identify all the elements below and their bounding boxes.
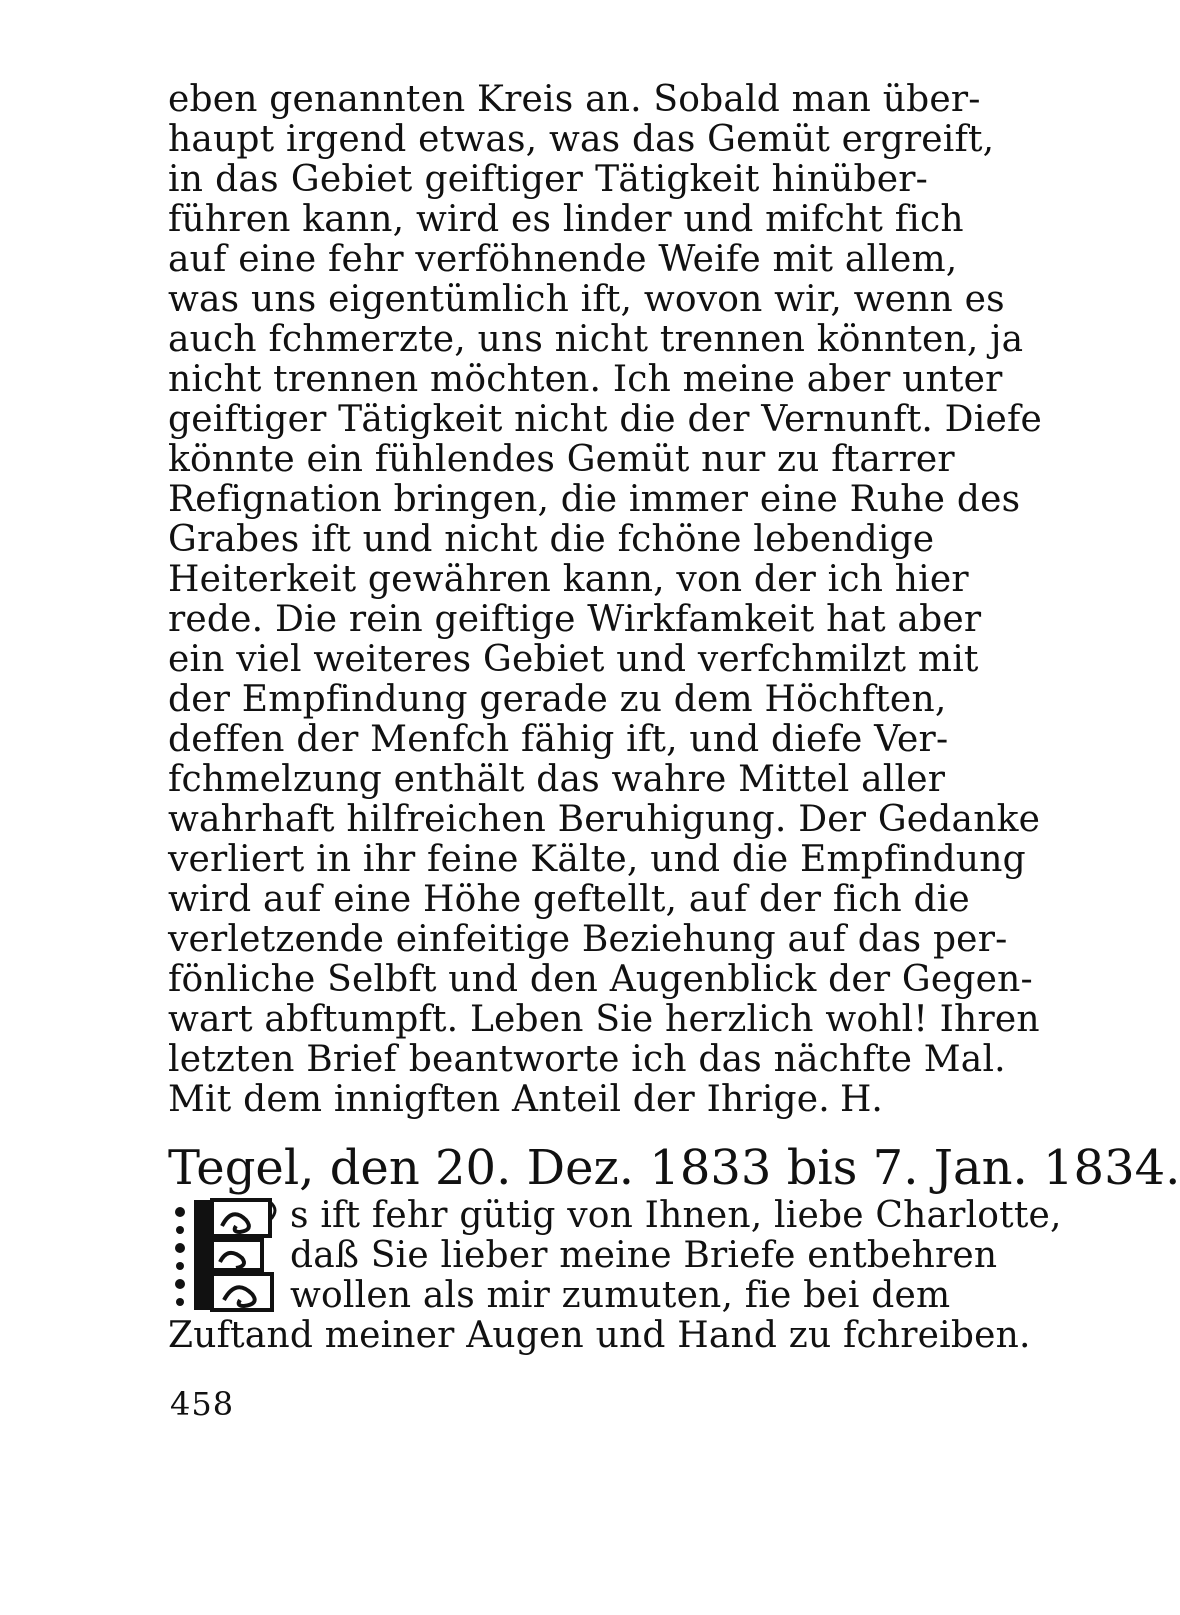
- text-line: letzten Brief beantworte ich das nächfte Mal.: [168, 1039, 1006, 1080]
- text-line: s ift fehr gütig von Ihnen, liebe Charlotte,: [290, 1195, 1062, 1236]
- text-line: daß Sie lieber meine Briefe entbehren: [290, 1235, 998, 1276]
- text-line: Zuftand meiner Augen und Hand zu fchreiben.: [168, 1315, 1031, 1356]
- text-line: wart abftumpft. Leben Sie herzlich wohl! Ihren: [168, 999, 1040, 1040]
- text-line: eben genannten Kreis an. Sobald man über-: [168, 79, 981, 120]
- text-line: haupt irgend etwas, was das Gemüt ergreift,: [168, 119, 995, 160]
- signoff-initial: H.: [840, 1079, 883, 1120]
- text-line: geiftiger Tätigkeit nicht die der Vernunft. Diefe: [168, 399, 1042, 440]
- text-line: deffen der Menfch fähig ift, und diefe Ver-: [168, 719, 949, 760]
- text-line: könnte ein fühlendes Gemüt nur zu ftarrer: [168, 439, 955, 480]
- text-line: Mit dem innigften Anteil der Ihrige.: [168, 1079, 830, 1120]
- text-line: der Empfindung gerade zu dem Höchften,: [168, 679, 947, 720]
- text-line: wahrhaft hilfreichen Beruhigung. Der Gedanke: [168, 799, 1041, 840]
- text-line: fönliche Selbft und den Augenblick der Gegen-: [168, 959, 1033, 1000]
- text-line: verliert in ihr feine Kälte, und die Empfindung: [168, 839, 1026, 880]
- page-number: 458: [170, 1385, 235, 1423]
- text-line: auf eine fehr verföhnende Weife mit allem,: [168, 239, 958, 280]
- text-line: in das Gebiet geiftiger Tätigkeit hinüber-: [168, 159, 928, 200]
- ornamental-initial-e-icon: [170, 1196, 282, 1314]
- text-line: ein viel weiteres Gebiet und verfchmilzt mit: [168, 639, 979, 680]
- text-line: verletzende einfeitige Beziehung auf das per-: [168, 919, 1008, 960]
- text-line: Heiterkeit gewähren kann, von der ich hier: [168, 559, 969, 600]
- text-line: nicht trennen möchten. Ich meine aber unter: [168, 359, 1003, 400]
- text-line: wird auf eine Höhe geftellt, auf der fich die: [168, 879, 970, 920]
- text-line: auch fchmerzte, uns nicht trennen könnten, ja: [168, 319, 1024, 360]
- text-line: was uns eigentümlich ift, wovon wir, wenn es: [168, 279, 1005, 320]
- text-line: rede. Die rein geiftige Wirkfamkeit hat aber: [168, 599, 982, 640]
- text-line: führen kann, wird es linder und mifcht fich: [168, 199, 964, 240]
- text-line: Grabes ift und nicht die fchöne lebendige: [168, 519, 935, 560]
- text-line: fchmelzung enthält das wahre Mittel aller: [168, 759, 946, 800]
- text-line: wollen als mir zumuten, fie bei dem: [290, 1275, 951, 1316]
- text-line: Refignation bringen, die immer eine Ruhe des: [168, 479, 1021, 520]
- letter-heading: Tegel, den 20. Dez. 1833 bis 7. Jan. 1834.: [168, 1140, 1180, 1196]
